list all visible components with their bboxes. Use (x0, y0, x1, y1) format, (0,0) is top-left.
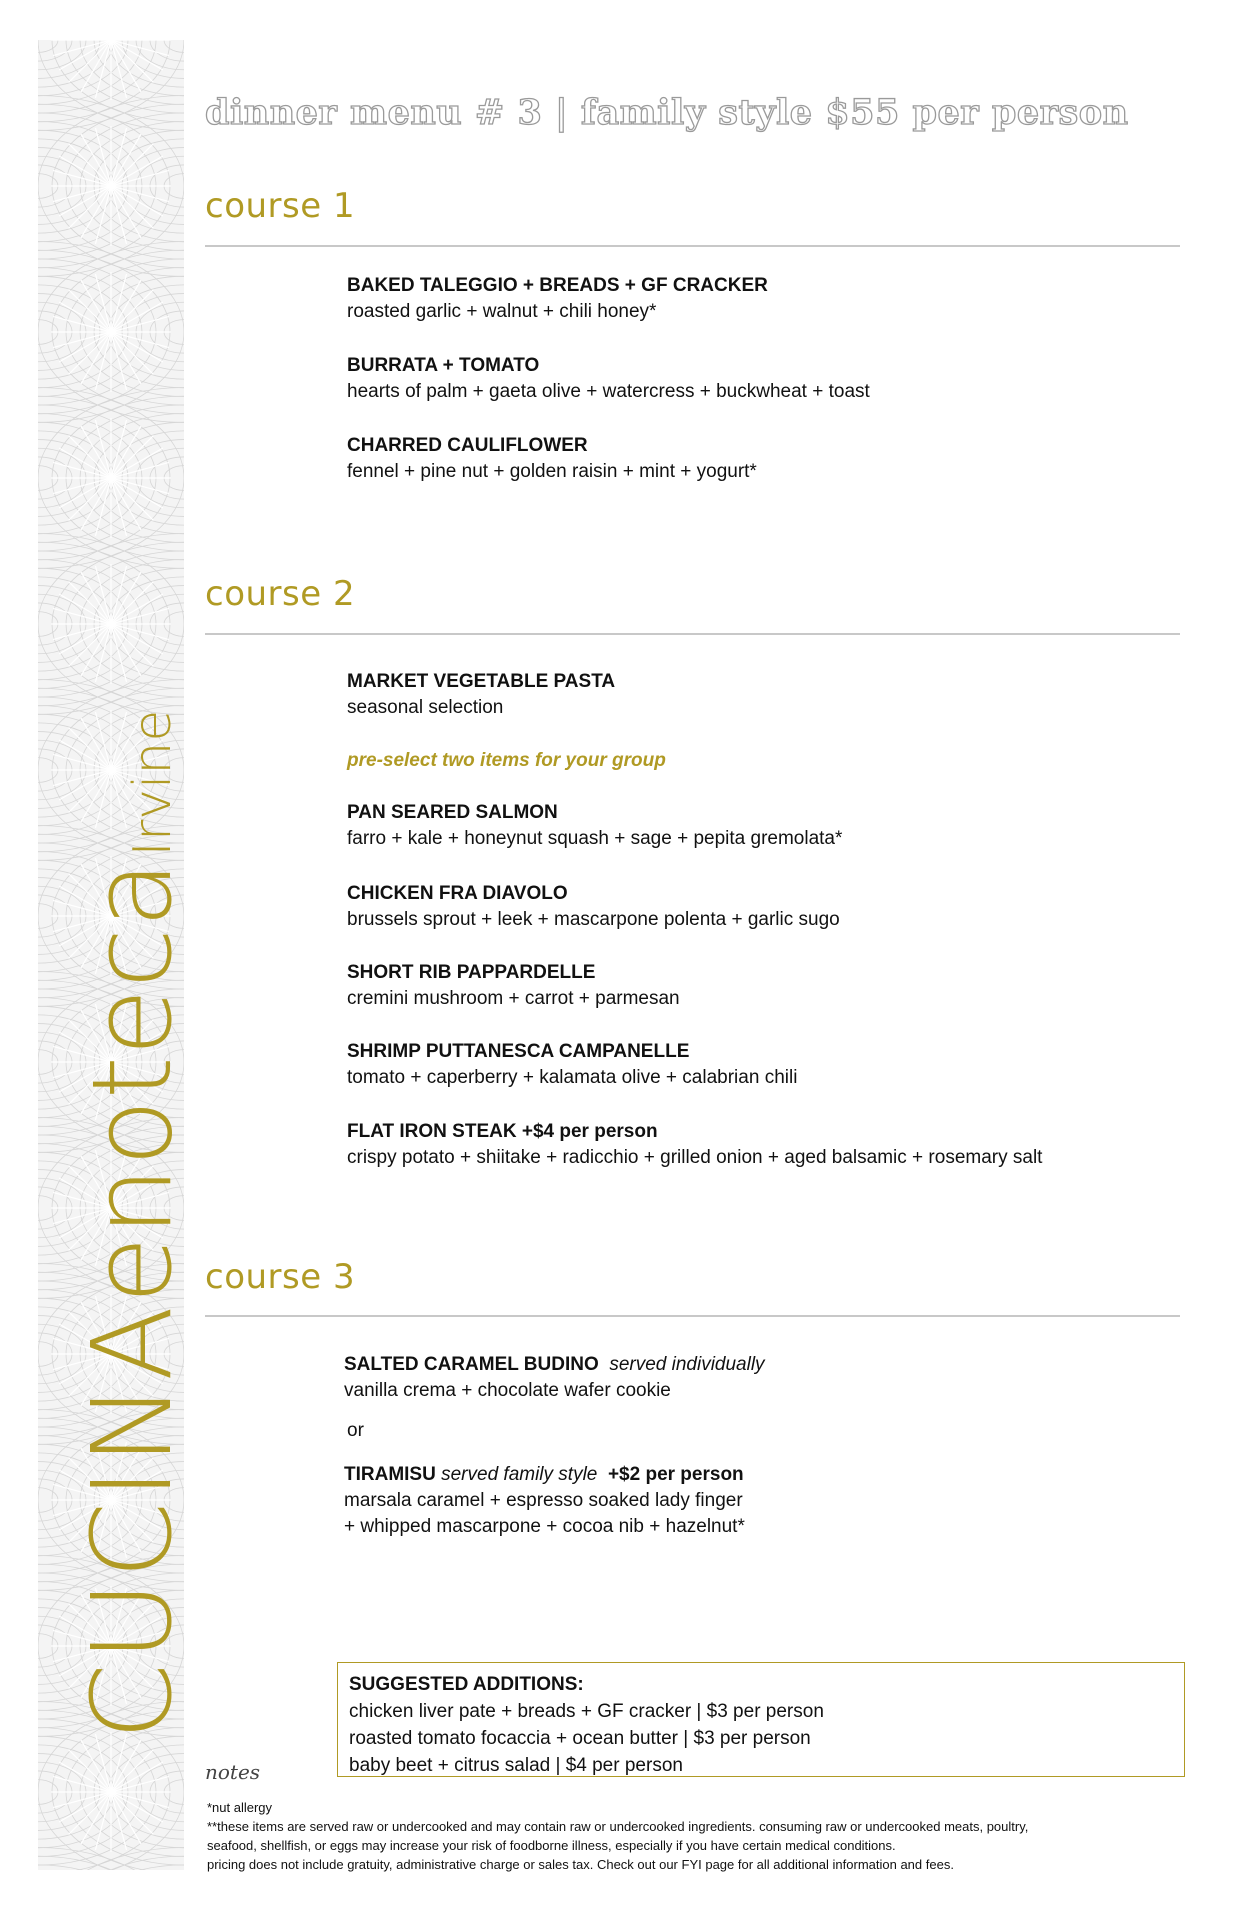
item-description: vanilla crema + chocolate wafer cookie (344, 1380, 671, 1401)
course-2-heading: course 2 (205, 574, 356, 614)
item-name: MARKET VEGETABLE PASTA (347, 671, 616, 692)
menu-item (347, 273, 768, 325)
footer-notes (207, 1798, 1167, 1874)
brand-irvine: Irvine (123, 709, 183, 857)
suggested-additions-box (337, 1662, 1185, 1777)
item-description: seasonal selection (347, 697, 504, 718)
additions-heading: SUGGESTED ADDITIONS: (349, 1674, 584, 1695)
item-name: BURRATA + TOMATO (347, 355, 540, 376)
item-description-cont: + whipped mascarpone + cocoa nib + hazelnut* (344, 1516, 745, 1537)
item-surcharge: +$2 per person (607, 1464, 744, 1485)
menu-item (347, 881, 840, 933)
menu-title: dinner menu # 3 | family style $55 per person (205, 92, 1129, 133)
or-separator: or (347, 1420, 364, 1441)
addition-line: baby beet + citrus salad | $4 per person (349, 1755, 683, 1776)
item-description: cremini mushroom + carrot + parmesan (347, 988, 680, 1009)
item-description: tomato + caperberry + kalamata olive + calabrian chili (347, 1067, 798, 1088)
item-description: crispy potato + shiitake + radicchio + grilled onion + aged balsamic + rosemary salt (347, 1147, 1043, 1168)
item-name: SALTED CARAMEL BUDINO (344, 1354, 599, 1375)
footer-line: pricing does not include gratuity, administrative charge or sales tax. Check out our FYI page for all additional information and fees. (207, 1857, 954, 1872)
divider (205, 633, 1180, 635)
menu-item (347, 800, 842, 852)
menu-item (347, 669, 615, 721)
item-qualifier: served family style (441, 1464, 598, 1485)
footer-line: **these items are served raw or undercooked and may contain raw or undercooked ingredients. consuming raw or undercooked meats, poultry, (207, 1819, 1029, 1834)
notes-label: notes (205, 1760, 261, 1784)
item-name: PAN SEARED SALMON (347, 802, 558, 823)
item-name: CHICKEN FRA DIAVOLO (347, 883, 568, 904)
footer-line: *nut allergy (207, 1800, 273, 1815)
footer-line: seafood, shellfish, or eggs may increase your risk of foodborne illness, especially if you have certain medical conditions. (207, 1838, 896, 1853)
menu-item (344, 1352, 765, 1404)
item-name: CHARRED CAULIFLOWER (347, 435, 588, 456)
item-description: brussels sprout + leek + mascarpone polenta + garlic sugo (347, 909, 840, 930)
preselect-note: pre-select two items for your group (347, 750, 666, 771)
menu-item (347, 1119, 1042, 1171)
addition-line: roasted tomato focaccia + ocean butter | $3 per person (349, 1728, 811, 1749)
brand-logo (68, 710, 196, 1740)
item-description: hearts of palm + gaeta olive + watercress + buckwheat + toast (347, 381, 870, 402)
course-1-heading: course 1 (205, 186, 356, 226)
item-qualifier: served individually (609, 1354, 765, 1375)
menu-item (347, 960, 680, 1012)
divider (205, 1315, 1180, 1317)
brand-cucina: CUCINA (68, 1303, 196, 1740)
course-3-heading: course 3 (205, 1257, 356, 1297)
item-name: SHRIMP PUTTANESCA CAMPANELLE (347, 1041, 690, 1062)
item-name: SHORT RIB PAPPARDELLE (347, 962, 596, 983)
item-name: FLAT IRON STEAK +$4 per person (347, 1121, 658, 1142)
menu-item (347, 353, 870, 405)
addition-line: chicken liver pate + breads + GF cracker | $3 per person (349, 1701, 824, 1722)
item-description: marsala caramel + espresso soaked lady finger (344, 1490, 743, 1511)
item-description: fennel + pine nut + golden raisin + mint + yogurt* (347, 461, 757, 482)
item-description: farro + kale + honeynut squash + sage + pepita gremolata* (347, 828, 843, 849)
menu-item (344, 1462, 745, 1540)
item-name: TIRAMISU (344, 1464, 436, 1485)
item-description: roasted garlic + walnut + chili honey* (347, 301, 657, 322)
menu-item (347, 433, 757, 485)
item-name: BAKED TALEGGIO + BREADS + GF CRACKER (347, 275, 768, 296)
brand-enoteca: enoteca (68, 860, 196, 1304)
menu-item (347, 1039, 797, 1091)
divider (205, 245, 1180, 247)
